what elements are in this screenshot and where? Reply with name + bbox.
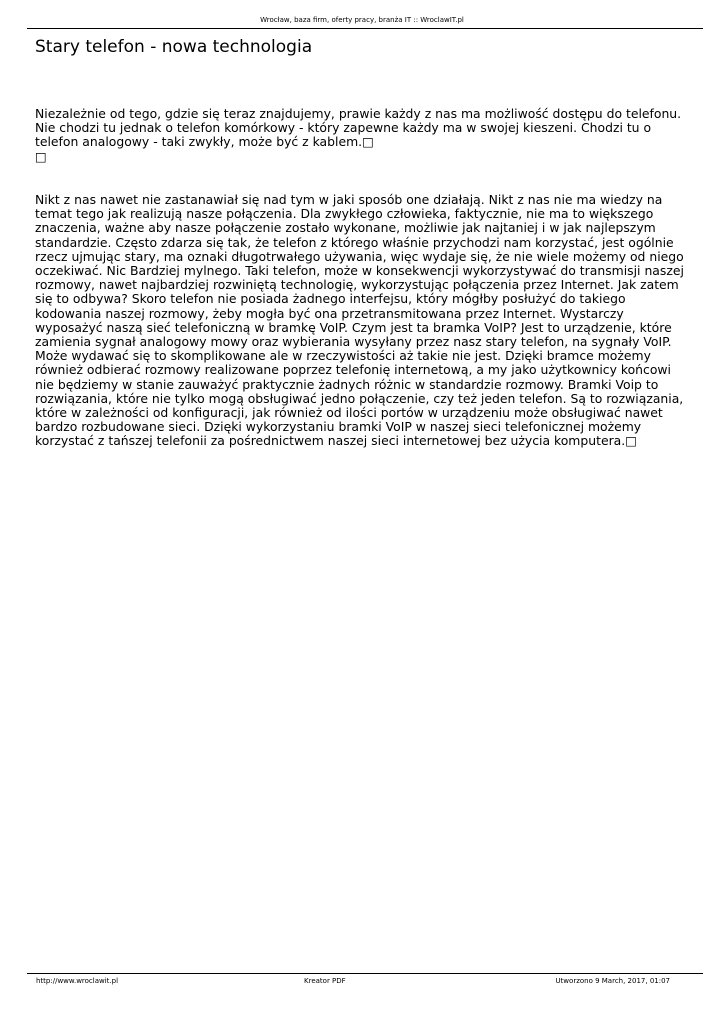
- footer-url: http://www.wroclawit.pl: [36, 977, 119, 985]
- footer-created-date: Utworzono 9 March, 2017, 01:07: [555, 977, 670, 985]
- paragraph-intro: Niezależnie od tego, gdzie się teraz znajdujemy, prawie każdy z nas ma możliwość dostępu do telefonu. Nie chodzi tu jednak o telefon komórkowy - który zapewne każdy ma w swojej kieszeni. Chodzi tu o telefon analogowy - taki zwykły, może być z kablem.□ □: [35, 106, 682, 164]
- footer-generator: Kreator PDF: [304, 977, 346, 985]
- page-header: Wrocław, baza firm, oferty pracy, branża IT :: WroclawIT.pl: [260, 16, 464, 24]
- page-title: Stary telefon - nowa technologia: [35, 37, 313, 57]
- paragraph-main: Nikt z nas nawet nie zastanawiał się nad tym w jaki sposób one działają. Nikt z nas nie ma wiedzy na temat tego jak realizują nasze połączenia. Dla zwykłego człowieka, faktycznie, nie ma to większego znaczenia, ważne aby nasze połączenie zostało wykonane, możliwie jak najtaniej i w jak najlepszym standardzie. Często zdarza się tak, że telefon z którego właśnie przychodzi nam korzystać, jest ogólnie rzecz ujmując stary, ma oznaki długotrwałego używania, więc wydaje się, że nie wiele możemy od niego oczekiwać. Nic Bardziej mylnego. Taki telefon, może w konsekwencji wykorzystywać do transmisji naszej rozmowy, nawet najbardziej rozwiniętą technologię, wykorzystując połączenia przez Internet. Jak zatem się to odbywa? Skoro telefon nie posiada żadnego interfejsu, który mógłby posłużyć do takiego kodowania naszej rozmowy, żeby mogła być ona przetransmitowana przez Internet. Wystarczy wyposażyć naszą sieć telefoniczną w bramkę VoIP. Czym jest ta bramka VoIP? Jest to urządzenie, które zamienia sygnał analogowy mowy oraz wybierania wysyłany przez nasz stary telefon, na sygnały VoIP. Może wydawać się to skomplikowane ale w rzeczywistości aż takie nie jest. Dzięki bramce możemy również odbierać rozmowy realizowane poprzez telefonię internetową, a my jako użytkownicy końcowi nie będziemy w stanie zauważyć praktycznie żadnych różnic w standardzie rozmowy. Bramki Voip to rozwiązania, które nie tylko mogą obsługiwać jedno połączenie, czy też jeden telefon. Są to rozwiązania, które w zależności od konfiguracji, jak również od ilości portów w urządzeniu może obsługiwać nawet bardzo rozbudowane sieci. Dzięki wykorzystaniu bramki VoIP w naszej sieci telefonicznej możemy korzystać z tańszej telefonii za pośrednictwem naszej sieci internetowej bez użycia komputera.□: [35, 192, 684, 449]
- header-divider: [27, 28, 703, 29]
- footer-divider: [27, 973, 703, 974]
